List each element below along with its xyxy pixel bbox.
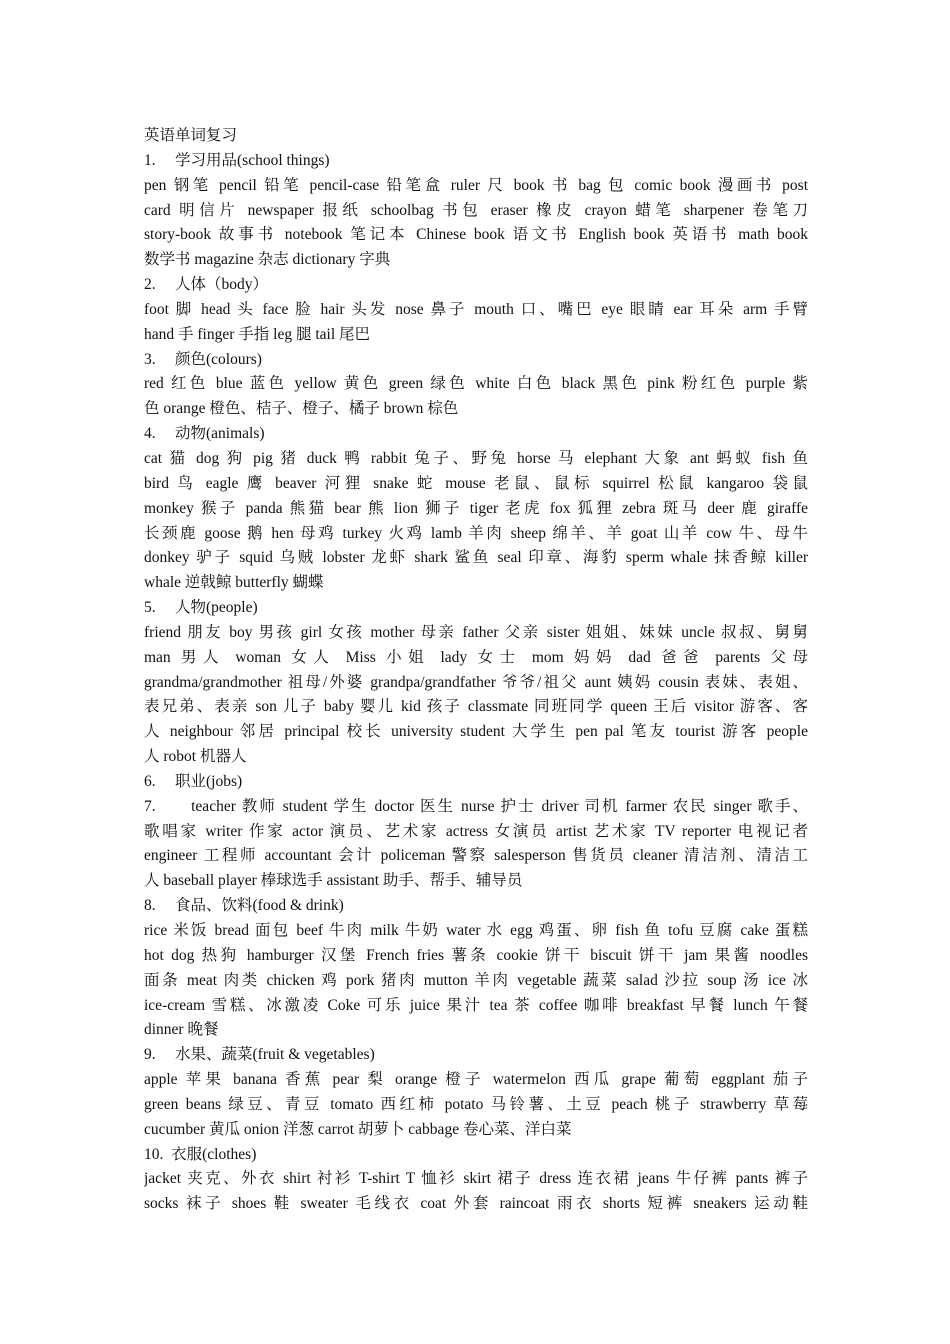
text-line: bird 鸟 eagle 鹰 beaver 河狸 snake 蛇 mouse 老鼠、鼠标 squirrel 松鼠 kangaroo 袋鼠 <box>144 474 808 492</box>
text-line: grandma/grandmother 祖母/外婆 grandpa/grandfather 爷爷/祖父 aunt 姨妈 cousin 表妹、表姐、 <box>144 673 808 691</box>
section-heading-animals: 4. 动物(animals) <box>144 425 265 443</box>
text-line: apple 苹果 banana 香蕉 pear 梨 orange 橙子 watermelon 西瓜 grape 葡萄 eggplant 茄子 <box>144 1071 808 1089</box>
text-line: socks 袜子 shoes 鞋 sweater 毛线衣 coat 外套 raincoat 雨衣 shorts 短裤 sneakers 运动鞋 <box>144 1195 808 1213</box>
text-line: engineer 工程师 accountant 会计 policeman 警察 salesperson 售货员 cleaner 清洁剂、清洁工 <box>144 847 808 865</box>
text-line: whale 逆戟鲸 butterfly 蝴蝶 <box>144 574 324 592</box>
text-line: 7. teacher 教师 student 学生 doctor 医生 nurse 护士 driver 司机 farmer 农民 singer 歌手、 <box>144 797 808 815</box>
section-heading-body: 2. 人体（body） <box>144 276 269 294</box>
text-line: donkey 驴子 squid 乌贼 lobster 龙虾 shark 鲨鱼 seal 印章、海豹 sperm whale 抹香鲸 killer <box>144 549 808 567</box>
section-heading-clothes: 10. 衣服(clothes) <box>144 1145 257 1163</box>
text-line: card 明信片 newspaper 报纸 schoolbag 书包 eraser 橡皮 crayon 蜡笔 sharpener 卷笔刀 <box>144 201 808 219</box>
section-heading-food-drink: 8. 食品、饮料(food & drink) <box>144 897 344 915</box>
text-line: man 男人 woman 女人 Miss 小姐 lady 女士 mom 妈妈 dad 爸爸 parents 父母 <box>144 648 808 666</box>
text-line: 色 orange 橙色、桔子、橙子、橘子 brown 棕色 <box>144 400 459 418</box>
text-line: jacket 夹克、外衣 shirt 衬衫 T-shirt T 恤衫 skirt 裙子 dress 连衣裙 jeans 牛仔裤 pants 裤子 <box>144 1170 808 1188</box>
text-line: ice-cream 雪糕、冰激凌 Coke 可乐 juice 果汁 tea 茶 coffee 咖啡 breakfast 早餐 lunch 午餐 <box>144 996 808 1014</box>
section-heading-jobs: 6. 职业(jobs) <box>144 772 243 790</box>
text-line: 数学书 magazine 杂志 dictionary 字典 <box>144 251 391 269</box>
section-heading-fruit-vegetables: 9. 水果、蔬菜(fruit & vegetables) <box>144 1046 375 1064</box>
text-line: 歌唱家 writer 作家 actor 演员、艺术家 actress 女演员 artist 艺术家 TV reporter 电视记者 <box>144 822 808 840</box>
text-line: pen 钢笔 pencil 铅笔 pencil-case 铅笔盒 ruler 尺 book 书 bag 包 comic book 漫画书 post <box>144 176 808 194</box>
text-line: green beans 绿豆、青豆 tomato 西红柿 potato 马铃薯、土豆 peach 桃子 strawberry 草莓 <box>144 1095 808 1113</box>
text-line: friend 朋友 boy 男孩 girl 女孩 mother 母亲 father 父亲 sister 姐姐、妹妹 uncle 叔叔、舅舅 <box>144 623 808 641</box>
section-heading-school-things: 1. 学习用品(school things) <box>144 151 330 169</box>
text-line: monkey 猴子 panda 熊猫 bear 熊 lion 狮子 tiger 老虎 fox 狐狸 zebra 斑马 deer 鹿 giraffe <box>144 499 808 517</box>
text-line: foot 脚 head 头 face 脸 hair 头发 nose 鼻子 mouth 口、嘴巴 eye 眼睛 ear 耳朵 arm 手臂 <box>144 300 808 318</box>
text-line: red 红色 blue 蓝色 yellow 黄色 green 绿色 white 白色 black 黑色 pink 粉红色 purple 紫 <box>144 375 808 393</box>
text-line: 表兄弟、表亲 son 儿子 baby 婴儿 kid 孩子 classmate 同班同学 queen 王后 visitor 游客、客 <box>144 698 808 716</box>
section-heading-colours: 3. 颜色(colours) <box>144 350 262 368</box>
text-line: 长颈鹿 goose 鹅 hen 母鸡 turkey 火鸡 lamb 羊肉 sheep 绵羊、羊 goat 山羊 cow 牛、母牛 <box>144 524 808 542</box>
document-title: 英语单词复习 <box>144 127 238 144</box>
text-line: cucumber 黄瓜 onion 洋葱 carrot 胡萝卜 cabbage 卷心菜、洋白菜 <box>144 1120 572 1138</box>
text-line: 人 robot 机器人 <box>144 748 247 766</box>
text-line: 人 baseball player 棒球选手 assistant 助手、帮手、辅导员 <box>144 872 523 890</box>
text-line: story-book 故事书 notebook 笔记本 Chinese book 语文书 English book 英语书 math book <box>144 226 808 244</box>
text-line: 人 neighbour 邻居 principal 校长 university student 大学生 pen pal 笔友 tourist 游客 people <box>144 723 808 741</box>
document-page <box>144 124 808 1217</box>
text-line: 面条 meat 肉类 chicken 鸡 pork 猪肉 mutton 羊肉 vegetable 蔬菜 salad 沙拉 soup 汤 ice 冰 <box>144 971 808 989</box>
text-line: hot dog 热狗 hamburger 汉堡 French fries 薯条 cookie 饼干 biscuit 饼干 jam 果酱 noodles <box>144 946 808 964</box>
text-line: cat 猫 dog 狗 pig 猪 duck 鸭 rabbit 兔子、野兔 horse 马 elephant 大象 ant 蚂蚁 fish 鱼 <box>144 449 808 467</box>
text-line: hand 手 finger 手指 leg 腿 tail 尾巴 <box>144 325 370 343</box>
text-line: rice 米饭 bread 面包 beef 牛肉 milk 牛奶 water 水 egg 鸡蛋、卵 fish 鱼 tofu 豆腐 cake 蛋糕 <box>144 922 808 939</box>
section-heading-people: 5. 人物(people) <box>144 599 258 617</box>
text-line: dinner 晚餐 <box>144 1021 219 1039</box>
